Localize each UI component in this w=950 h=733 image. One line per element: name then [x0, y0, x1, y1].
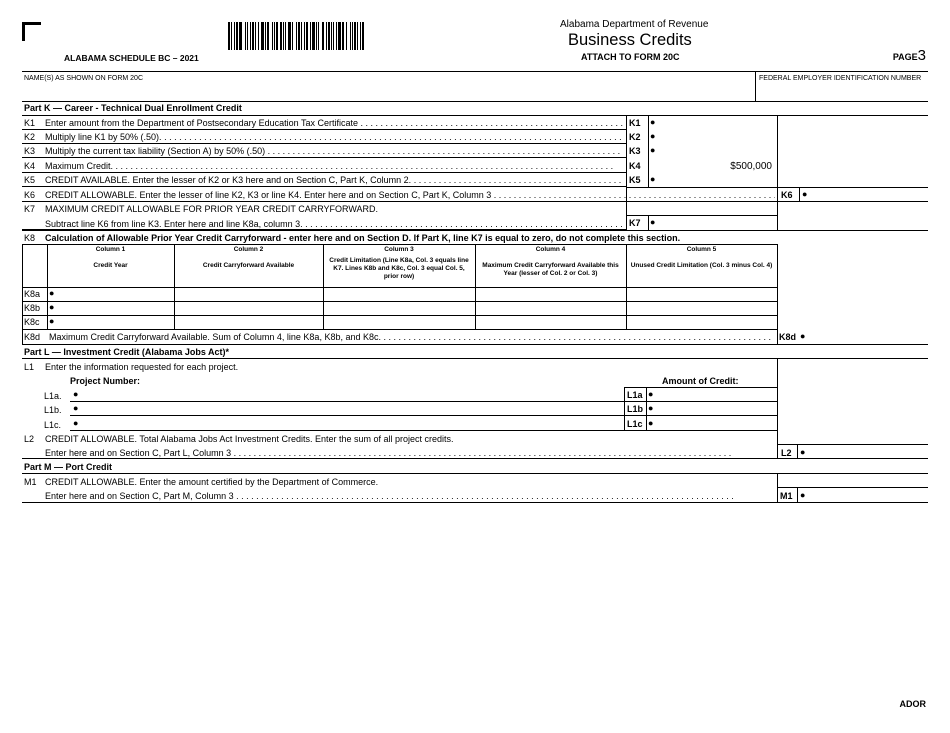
rule-line [799, 187, 800, 201]
amount-of-credit-label: Amount of Credit: [662, 376, 739, 386]
line-text: CREDIT AVAILABLE. Enter the lesser of K2 or K3 here and on Section C, Part K, Column 2. . . . [45, 175, 623, 185]
rule-line [22, 101, 928, 102]
part-k-title: Part K — Career - Technical Dual Enrollment Credit [24, 103, 242, 113]
bullet: ● [800, 490, 806, 500]
project-label: L1c. [44, 420, 62, 430]
bullet: ● [73, 389, 79, 399]
barcode-bar [239, 22, 242, 50]
rule-line [22, 115, 928, 116]
rule-line [626, 115, 627, 230]
barcode-bar [354, 22, 356, 50]
bullet: ● [650, 145, 656, 155]
rule-line [624, 387, 625, 431]
rule-line [22, 186, 626, 187]
rule-line [22, 143, 626, 144]
line-number: K6 [24, 190, 36, 200]
line-text: Multiply line K1 by 50% (.50). . . . [45, 132, 623, 142]
line-number: K1 [24, 118, 36, 128]
amount-field[interactable] [660, 144, 774, 156]
l1-number: L1 [24, 362, 35, 372]
barcode-bar [236, 22, 238, 50]
box-label-k8d: K8d [779, 332, 797, 342]
bullet: ● [650, 217, 656, 227]
project-number-label: Project Number: [70, 376, 141, 386]
k8d-amount-field[interactable] [810, 331, 926, 343]
rule-line [777, 444, 928, 445]
barcode-bar [333, 22, 334, 50]
k8d-text: Maximum Credit Carryforward Available. Sum of Column 4, line K8a, K8b, and K8c. . . . [49, 332, 774, 342]
rule-line [777, 115, 778, 230]
taxpayer-name-field[interactable] [24, 84, 752, 98]
box-label: K2 [629, 132, 641, 142]
table-cell-input[interactable] [483, 316, 624, 328]
barcode-bar [322, 22, 324, 50]
l2-text: CREDIT ALLOWABLE. Total Alabama Jobs Act Investment Credits. Enter the sum of all project credits. [45, 434, 454, 444]
project-label: L1b. [44, 405, 62, 415]
barcode-bar [310, 22, 311, 50]
barcode-bar [326, 22, 327, 50]
l2-text-2: Enter here and on Section C, Part L, Column 3 . . . [45, 448, 773, 458]
column-description: Credit Year [93, 262, 128, 269]
rule-line [648, 215, 649, 230]
line-text: Enter amount from the Department of Postsecondary Education Tax Certificate . . . [45, 118, 623, 128]
line-number: K2 [24, 132, 36, 142]
names-label: NAME(S) AS SHOWN ON FORM 20C [24, 75, 144, 82]
column-header: Column 3 [384, 246, 414, 253]
rule-line [22, 71, 928, 72]
table-cell-input[interactable] [483, 302, 624, 314]
m1-amount-field[interactable] [810, 489, 926, 501]
line-text: CREDIT ALLOWABLE. Enter the lesser of line K2, K3 or line K4. Enter here and on Section C, Part K, Column 3 . . . [45, 190, 775, 200]
box-label: L1b [627, 404, 644, 414]
barcode-bar [292, 22, 293, 50]
barcode-bar [331, 22, 332, 50]
rule-line [22, 329, 777, 330]
line-text: MAXIMUM CREDIT ALLOWABLE FOR PRIOR YEAR CREDIT CARRYFORWARD. [45, 204, 379, 214]
rule-line [755, 71, 756, 101]
department-name: Alabama Department of Revenue [560, 19, 709, 30]
box-label: L1c [627, 419, 643, 429]
k8-number: K8 [24, 233, 36, 243]
column-description: Maximum Credit Carryforward Available this Year (lesser of Col. 2 or Col. 3) [482, 262, 619, 277]
table-cell-input[interactable] [331, 302, 473, 314]
table-cell-input[interactable] [55, 316, 172, 328]
column-description: Unused Credit Limitation (Col. 3 minus Col. 4) [630, 262, 773, 269]
barcode-bar [296, 22, 297, 50]
barcode [228, 22, 366, 50]
bullet: ● [650, 174, 656, 184]
rule-line [22, 502, 928, 503]
rule-line [22, 473, 928, 474]
box-label: K4 [629, 161, 641, 171]
bullet: ● [802, 189, 808, 199]
rule-line [777, 487, 928, 488]
line-text-2: Subtract line K6 from line K3. Enter here and line K8a, column 3. . . . [45, 219, 623, 229]
barcode-bar [276, 22, 278, 50]
table-cell-input[interactable] [483, 288, 624, 300]
credit-amount-field[interactable] [658, 402, 774, 414]
barcode-bar [280, 22, 282, 50]
barcode-bar [336, 22, 337, 50]
barcode-bar [267, 22, 269, 50]
k6-amount-field[interactable] [812, 188, 926, 200]
rule-line [22, 358, 928, 359]
barcode-bar [350, 22, 351, 50]
page-indicator [893, 47, 926, 64]
table-cell-input[interactable] [634, 288, 775, 300]
barcode-bar [312, 22, 315, 50]
barcode-bar [301, 22, 302, 50]
table-cell-input[interactable] [182, 288, 321, 300]
table-cell-input[interactable] [634, 316, 775, 328]
bullet: ● [800, 447, 806, 457]
column-description: Credit Limitation (Line K8a, Col. 3 equals line K7. Lines K8b and K8c, Col. 3 equal Col. 5, prior row) [329, 257, 469, 280]
row-label: K8c [24, 317, 40, 327]
k8d-number: K8d [24, 332, 41, 342]
credit-amount-field[interactable] [658, 388, 774, 400]
line-text: Multiply the current tax liability (Section A) by 50% (.50) . . . [45, 146, 623, 156]
bullet: ● [648, 389, 654, 399]
table-cell-input[interactable] [331, 316, 473, 328]
box-label-l2: L2 [781, 448, 792, 458]
box-label-m1: M1 [780, 491, 793, 501]
table-cell-input[interactable] [182, 316, 321, 328]
box-label: K7 [629, 218, 641, 228]
barcode-bar [258, 22, 259, 50]
project-number-field[interactable] [84, 402, 614, 414]
table-cell-input[interactable] [55, 302, 172, 314]
rule-line [22, 201, 777, 202]
rule-line [626, 187, 777, 188]
row-label: K8a [24, 289, 41, 299]
barcode-bar [228, 22, 230, 50]
barcode-bar [255, 22, 256, 50]
rule-line [646, 387, 647, 431]
amount-field[interactable] [660, 216, 774, 228]
line-number: K5 [24, 175, 36, 185]
k4-value: $500,000 [730, 161, 772, 172]
bullet: ● [648, 418, 654, 428]
page-number: 3 [917, 47, 926, 64]
bullet: ● [650, 117, 656, 127]
l2-amount-field[interactable] [810, 446, 926, 458]
part-l-title: Part L — Investment Credit (Alabama Jobs Act)* [24, 347, 230, 357]
amount-field[interactable] [660, 130, 774, 142]
line-number: K4 [24, 161, 36, 171]
rule-line [22, 458, 928, 459]
barcode-bar [360, 22, 361, 50]
barcode-bar [318, 22, 319, 50]
ador-label: ADOR [899, 699, 926, 709]
page-label: PAGE [892, 52, 918, 62]
barcode-bar [261, 22, 264, 50]
bullet: ● [49, 288, 55, 298]
barcode-bar [247, 22, 248, 50]
barcode-bar [362, 22, 364, 50]
barcode-bar [283, 22, 284, 50]
m1-text-2: Enter here and on Section C, Part M, Column 3 . . . [45, 491, 773, 501]
rule-line [22, 129, 626, 130]
barcode-bar [338, 22, 341, 50]
column-header: Column 2 [233, 246, 264, 253]
attach-note: ATTACH TO FORM 20C [581, 52, 680, 62]
m1-text: CREDIT ALLOWABLE. Enter the amount certified by the Department of Commerce. [45, 477, 379, 487]
schedule-title: ALABAMA SCHEDULE BC – 2021 [64, 53, 199, 63]
rule-line [797, 487, 798, 502]
rule-line [22, 344, 928, 345]
rule-line [22, 172, 626, 173]
amount-field[interactable] [660, 116, 774, 128]
barcode-bar [316, 22, 317, 50]
rule-line [70, 415, 624, 416]
bullet: ● [800, 331, 806, 341]
bullet: ● [49, 316, 55, 326]
rule-line [70, 430, 624, 431]
table-cell-input[interactable] [182, 302, 321, 314]
bullet: ● [49, 302, 55, 312]
rule-line [22, 244, 777, 245]
line-number: K7 [24, 204, 36, 214]
barcode-bar [245, 22, 246, 50]
rule-line [22, 230, 928, 231]
barcode-bar [346, 22, 347, 50]
barcode-bar [342, 22, 344, 50]
fein-label: FEDERAL EMPLOYER IDENTIFICATION NUMBER [759, 75, 922, 82]
barcode-bar [306, 22, 308, 50]
box-label: K3 [629, 146, 641, 156]
table-cell-input[interactable] [331, 288, 473, 300]
barcode-bar [285, 22, 286, 50]
barcode-bar [304, 22, 305, 50]
barcode-bar [265, 22, 266, 50]
column-header: Column 4 [535, 246, 566, 253]
bullet: ● [648, 403, 654, 413]
barcode-bar [250, 22, 251, 50]
column-header: Column 1 [95, 246, 126, 253]
rule-line [777, 201, 928, 202]
rule-line [777, 244, 778, 330]
l2-number: L2 [24, 434, 35, 444]
rule-line [777, 330, 778, 344]
rule-line [777, 358, 778, 458]
line-number: K3 [24, 146, 36, 156]
barcode-bar [231, 22, 232, 50]
barcode-bar [234, 22, 235, 50]
barcode-bar [328, 22, 330, 50]
corner-mark [22, 22, 41, 41]
table-cell-input[interactable] [634, 302, 775, 314]
barcode-bar [298, 22, 300, 50]
barcode-bar [352, 22, 353, 50]
k8-title: Calculation of Allowable Prior Year Credit Carryforward - enter here and on Section D. If Part K, line K7 is equal to zero, do not complete this section. [45, 233, 681, 243]
column-description: Credit Carryforward Available [202, 262, 295, 269]
bullet: ● [73, 403, 79, 413]
amount-field[interactable] [660, 173, 774, 185]
barcode-bar [272, 22, 273, 50]
bullet: ● [73, 418, 79, 428]
table-cell-input[interactable] [55, 288, 172, 300]
form-title: Business Credits [568, 31, 692, 49]
rule-line [22, 157, 626, 158]
project-number-field[interactable] [84, 388, 614, 400]
rule-line [797, 444, 798, 458]
box-label: K5 [629, 175, 641, 185]
line-text: Maximum Credit. . . . [45, 161, 623, 171]
barcode-bar [252, 22, 254, 50]
credit-amount-field[interactable] [658, 417, 774, 429]
box-label: L1a [627, 390, 643, 400]
bullet: ● [650, 131, 656, 141]
box-label-k6: K6 [781, 190, 793, 200]
barcode-bar [288, 22, 291, 50]
part-m-title: Part M — Port Credit [24, 462, 113, 472]
row-label: K8b [24, 303, 41, 313]
barcode-bar [357, 22, 358, 50]
project-label: L1a. [44, 391, 62, 401]
m1-number: M1 [24, 477, 37, 487]
barcode-bar [274, 22, 275, 50]
fein-field[interactable] [759, 84, 927, 98]
column-header: Column 5 [686, 246, 717, 253]
rule-line [648, 115, 649, 187]
box-label: K1 [629, 118, 641, 128]
project-number-field[interactable] [84, 417, 614, 429]
l1-text: Enter the information requested for each project. [45, 362, 239, 372]
